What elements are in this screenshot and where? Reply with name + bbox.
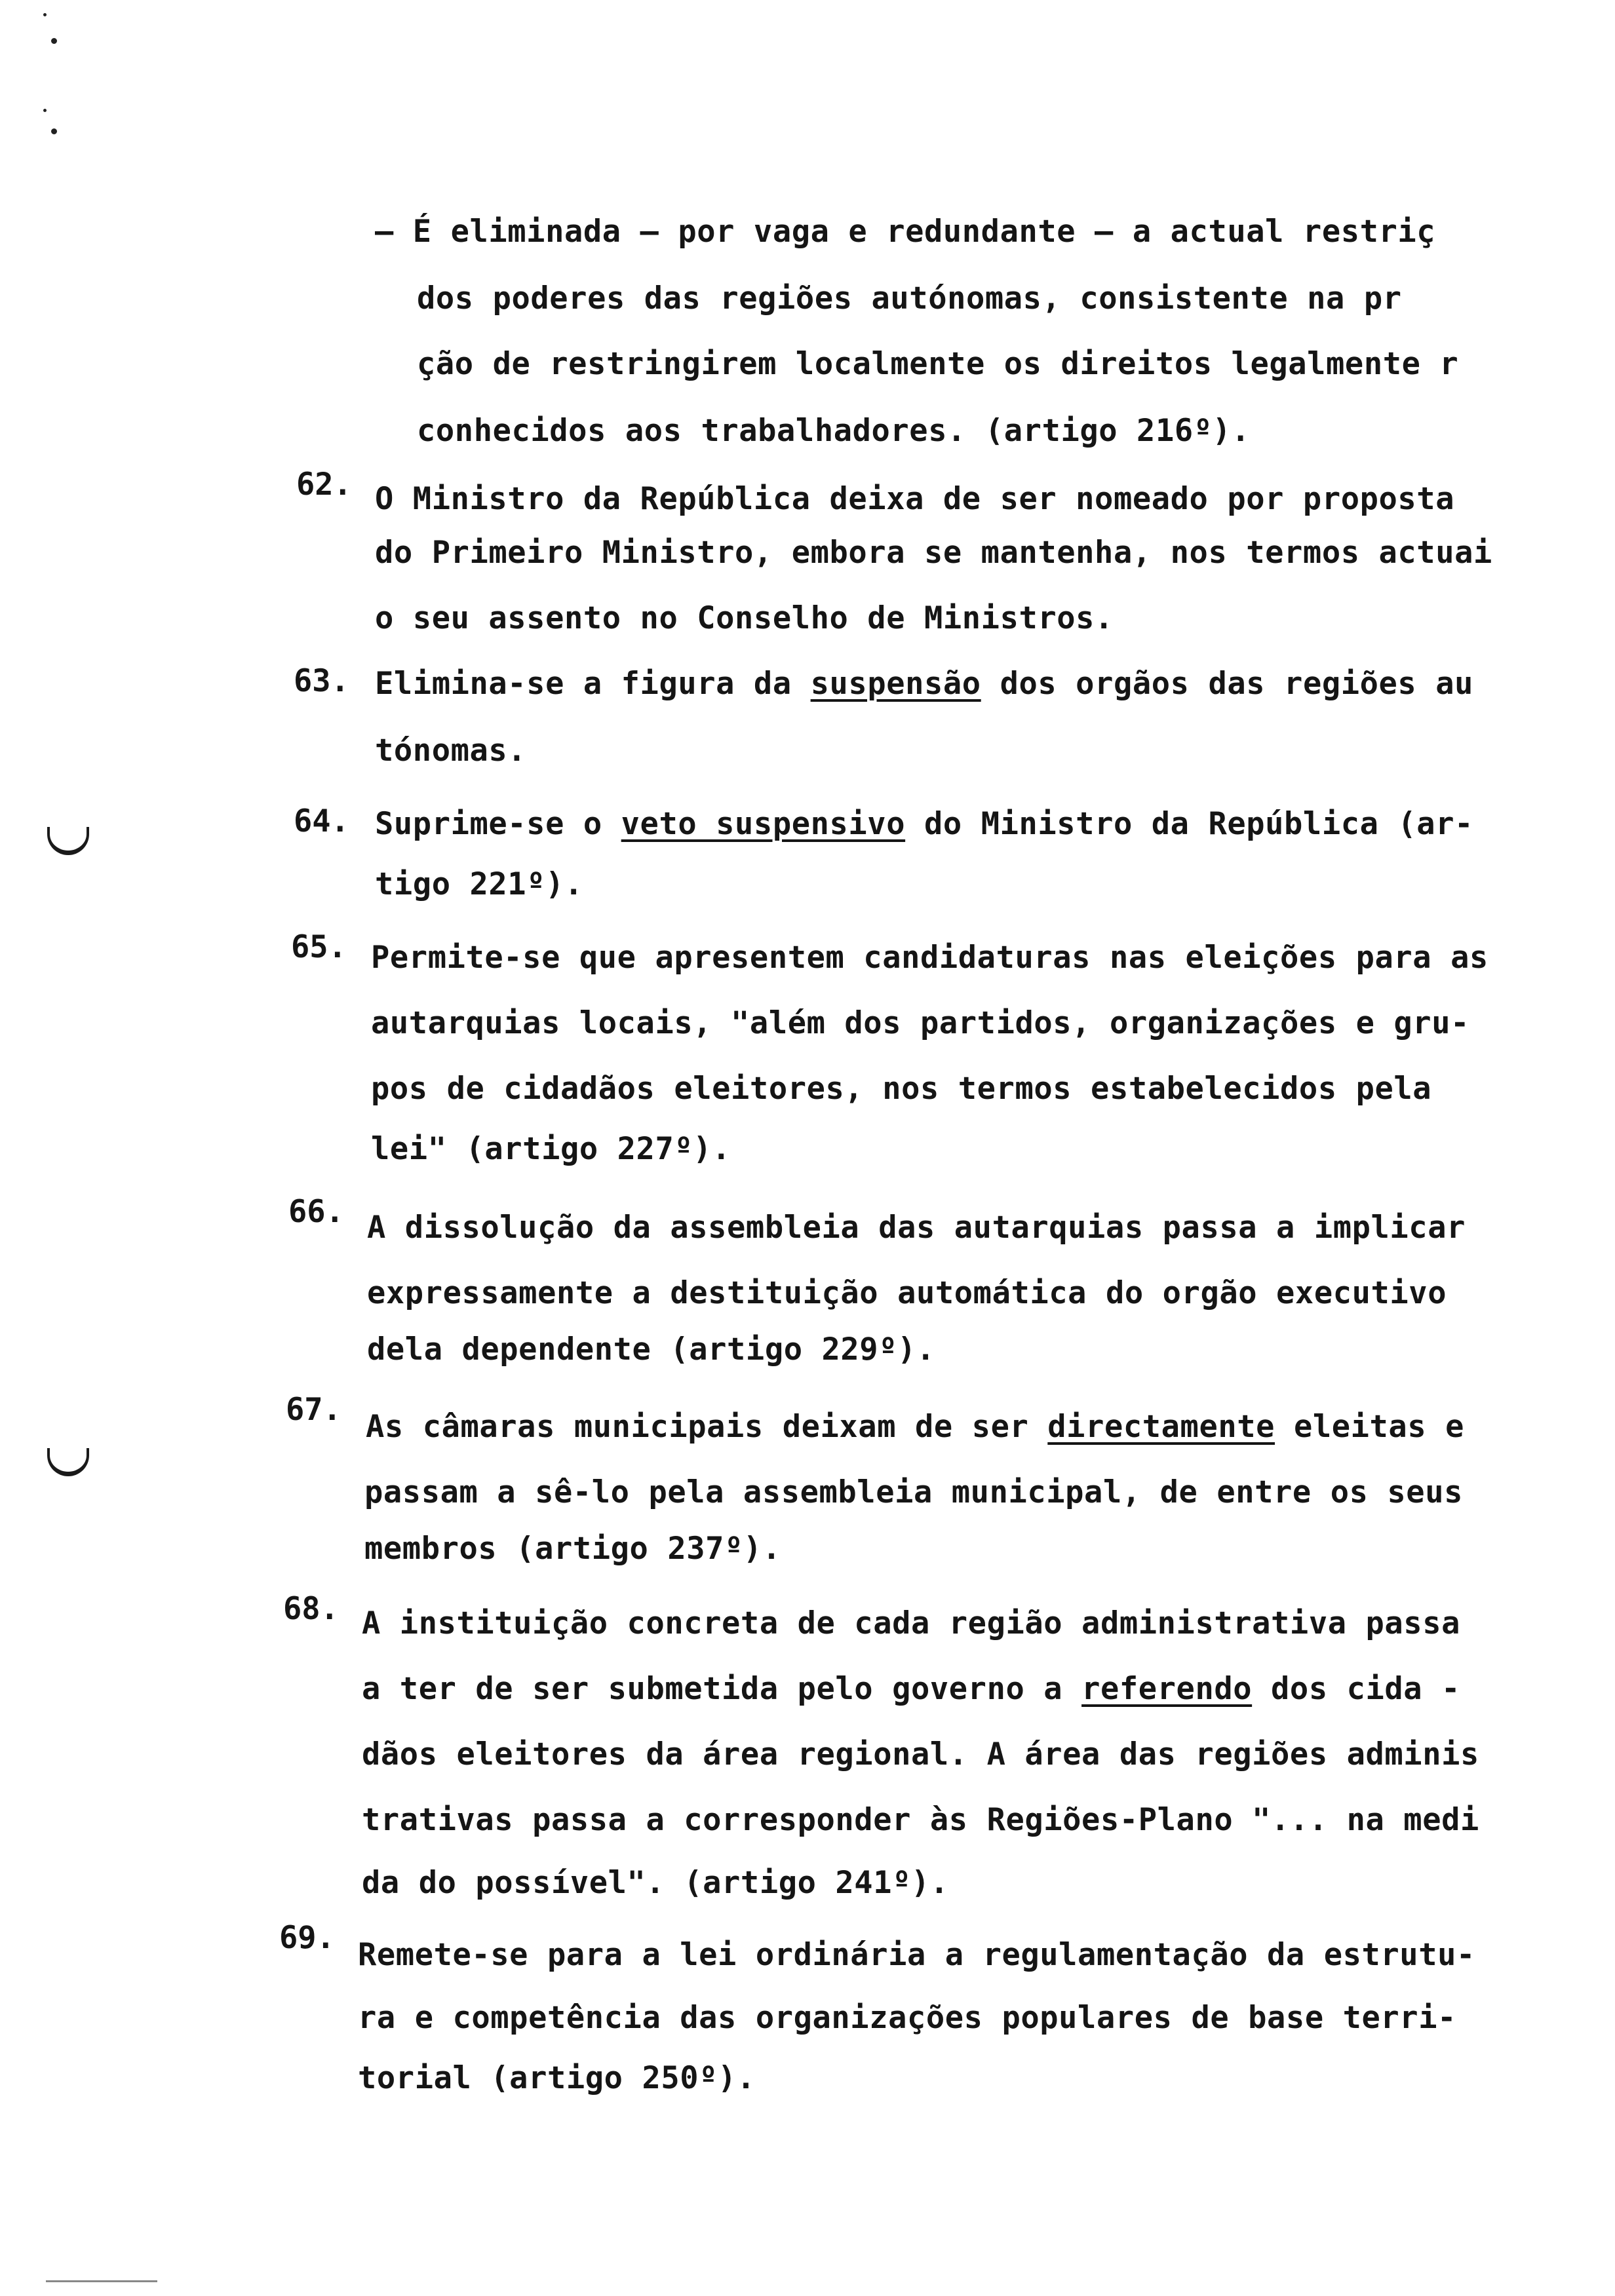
item-line: A dissolução da assembleia das autarquias passa a implicar — [367, 1210, 1466, 1246]
item-number: 62. — [296, 467, 352, 503]
margin-dot — [51, 128, 57, 134]
item-line: passam a sê-lo pela assembleia municipal, de entre os seus — [364, 1474, 1463, 1510]
item-line: da do possível". (artigo 241º). — [362, 1865, 949, 1901]
item-line: ra e competência das organizações populares de base terri- — [358, 2000, 1456, 2036]
intro-line: dos poderes das regiões autónomas, consistente na pr — [417, 280, 1402, 316]
footer-rule — [46, 2280, 157, 2282]
item-line: trativas passa a corresponder às Regiões-Plano "... na medi — [362, 1802, 1479, 1838]
item-line — [375, 666, 1473, 702]
underlined-term: veto suspensivo — [621, 806, 906, 842]
underlined-term: directamente — [1047, 1409, 1275, 1445]
item-line: dela dependente (artigo 229º). — [367, 1331, 935, 1368]
item-text: As câmaras municipais deixam de ser — [366, 1409, 1048, 1445]
intro-line: conhecidos aos trabalhadores. (artigo 216º). — [417, 413, 1251, 449]
margin-dot — [43, 109, 47, 112]
item-line: lei" (artigo 227º). — [371, 1131, 731, 1167]
item-number: 65. — [291, 929, 347, 965]
item-line: pos de cidadãos eleitores, nos termos estabelecidos pela — [371, 1071, 1432, 1107]
punch-hole-mark — [47, 1448, 89, 1476]
margin-dot — [51, 38, 57, 44]
item-text: dos cida - — [1252, 1671, 1461, 1707]
item-line — [362, 1671, 1460, 1708]
item-number: 69. — [279, 1920, 335, 1956]
item-text: do Ministro da República (ar- — [905, 806, 1474, 842]
intro-line: ção de restringirem localmente os direitos legalmente r — [417, 346, 1459, 382]
item-line: Remete-se para a lei ordinária a regulamentação da estrutu- — [358, 1937, 1475, 1973]
item-line: o seu assento no Conselho de Ministros. — [375, 600, 1114, 636]
item-line: autarquias locais, "além dos partidos, organizações e gru- — [371, 1005, 1469, 1041]
underlined-term: referendo — [1081, 1671, 1253, 1707]
item-line: tónomas. — [375, 733, 527, 769]
item-line: torial (artigo 250º). — [358, 2060, 756, 2096]
item-number: 67. — [286, 1392, 341, 1428]
item-line: membros (artigo 237º). — [364, 1531, 781, 1567]
intro-line: – É eliminada – por vaga e redundante – a actual restriç — [375, 214, 1436, 250]
item-text: Elimina-se a figura da — [375, 666, 811, 702]
underlined-term: suspensão — [810, 666, 981, 702]
item-line: dãos eleitores da área regional. A área das regiões adminis — [362, 1736, 1479, 1772]
item-line: do Primeiro Ministro, embora se mantenha, nos termos actuai — [375, 535, 1492, 571]
item-text: eleitas e — [1275, 1409, 1465, 1445]
item-number: 68. — [283, 1591, 339, 1627]
item-number: 63. — [294, 663, 349, 699]
item-line: expressamente a destituição automática do orgão executivo — [367, 1275, 1447, 1311]
item-text: a ter de ser submetida pelo governo a — [362, 1671, 1082, 1707]
item-text: dos orgãos das regiões au — [981, 666, 1474, 702]
item-line: A instituição concreta de cada região administrativa passa — [362, 1605, 1460, 1641]
margin-dot — [43, 13, 47, 16]
item-line — [366, 1409, 1464, 1445]
item-line — [375, 806, 1473, 843]
punch-hole-mark — [47, 827, 89, 855]
item-number: 64. — [294, 803, 349, 839]
item-line: Permite-se que apresentem candidaturas nas eleições para as — [371, 940, 1489, 976]
item-line: O Ministro da República deixa de ser nomeado por proposta — [375, 481, 1455, 517]
item-number: 66. — [288, 1194, 344, 1230]
item-line: tigo 221º). — [375, 866, 583, 902]
item-text: Suprime-se o — [375, 806, 621, 842]
